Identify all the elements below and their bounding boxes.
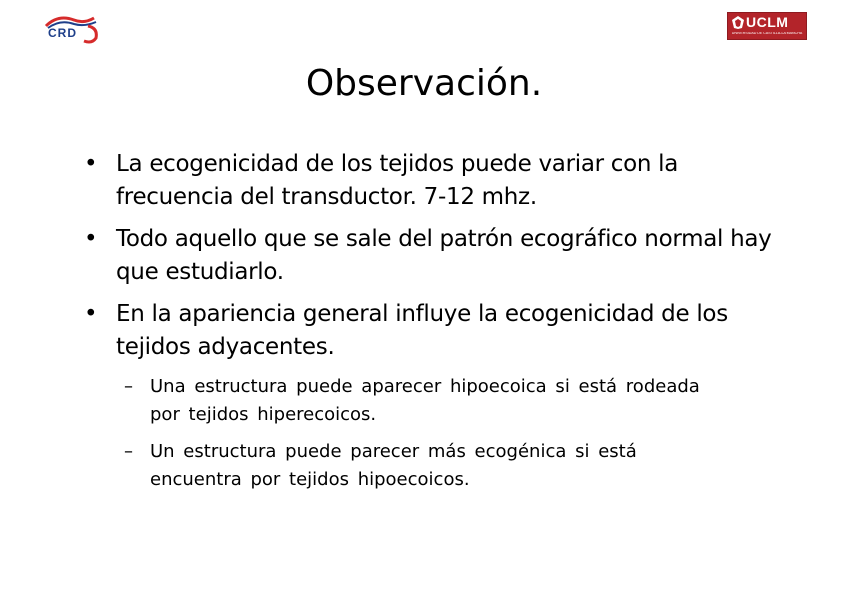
uclm-logo <box>727 12 807 40</box>
bullet-marker: • <box>84 226 98 252</box>
bullet-item <box>84 223 784 289</box>
bullet-marker: • <box>84 151 98 177</box>
sub-bullet-text: Una estructura puede aparecer hipoecoica si está rodeada por tejidos hiperecoicos. <box>150 376 700 425</box>
bullet-text: La ecogenicidad de los tejidos puede variar con la frecuencia del transductor. 7-12 mhz. <box>116 151 679 210</box>
sub-bullet-text: Un estructura puede parecer más ecogénica si está encuentra por tejidos hipoecoicos. <box>150 441 637 490</box>
uclm-logo-text: UCLM <box>746 14 789 30</box>
sub-bullet-marker: – <box>124 376 133 397</box>
slide-content <box>84 148 784 503</box>
uclm-emblem-icon <box>732 16 744 29</box>
sub-bullet-item <box>124 373 720 429</box>
bullet-marker: • <box>84 301 98 327</box>
uclm-logo-subtext: UNIVERSIDAD DE CASTILLA-LA MANCHA <box>731 32 803 35</box>
sub-bullet-marker: – <box>124 441 133 462</box>
slide-title: Observación. <box>305 63 543 104</box>
bullet-item <box>84 148 784 214</box>
bullet-text: Todo aquello que se sale del patrón ecográfico normal hay que estudiarlo. <box>116 226 772 285</box>
sub-bullet-item <box>124 438 720 494</box>
crd-logo-text: CRD <box>48 26 77 40</box>
bullet-item <box>84 298 784 364</box>
bullet-text: En la apariencia general influye la ecogenicidad de los tejidos adyacentes. <box>116 301 728 360</box>
crd-logo <box>44 14 100 44</box>
